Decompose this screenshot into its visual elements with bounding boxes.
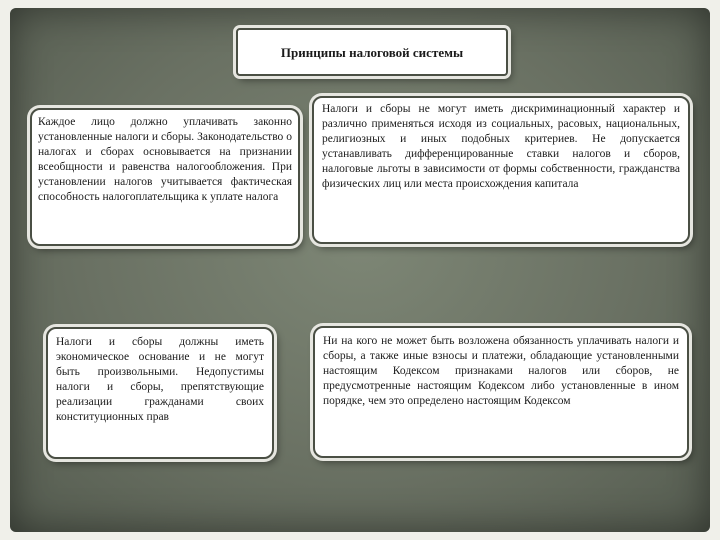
principle-box-code-legality — [313, 326, 689, 458]
principle-box-non-discrimination — [312, 96, 690, 244]
principle-text: Налоги и сборы должны иметь экономическое основание и не могут быть произвольными. Недопустимы налоги и сборы, препятствующие реализации гражданами своих конституционных прав — [56, 336, 264, 423]
principle-text: Налоги и сборы не могут иметь дискриминационный характер и различно применяться исходя из социальных, расовых, национальных, религиозных и иных подобных критериев. Не допускается устанавливать дифференцированные ставки налогов и сборов, налоговые льготы в зависимости от формы собственности, гражданства физических лиц или места происхождения капитала — [322, 103, 680, 190]
principle-text: Ни на кого не может быть возложена обязанность уплачивать налоги и сборы, а также иные взносы и платежи, обладающие установленными настоящим Кодексом признаками налогов или сборов, не предусмотренные настоящим Кодексом либо установленные в ином порядке, чем это определено настоящим Кодексом — [323, 335, 679, 407]
slide-title: Принципы налоговой системы — [280, 44, 464, 60]
principle-box-universality — [30, 108, 300, 246]
title-box — [236, 28, 508, 76]
principle-box-economic-basis — [46, 327, 274, 459]
principle-text: Каждое лицо должно уплачивать законно установленные налоги и сборы. Законодательство о налогах и сборах основывается на признании всеобщности и равенства налогообложения. При установлении налогов учитывается фактическая способность налогоплательщика к уплате налога — [38, 116, 292, 203]
